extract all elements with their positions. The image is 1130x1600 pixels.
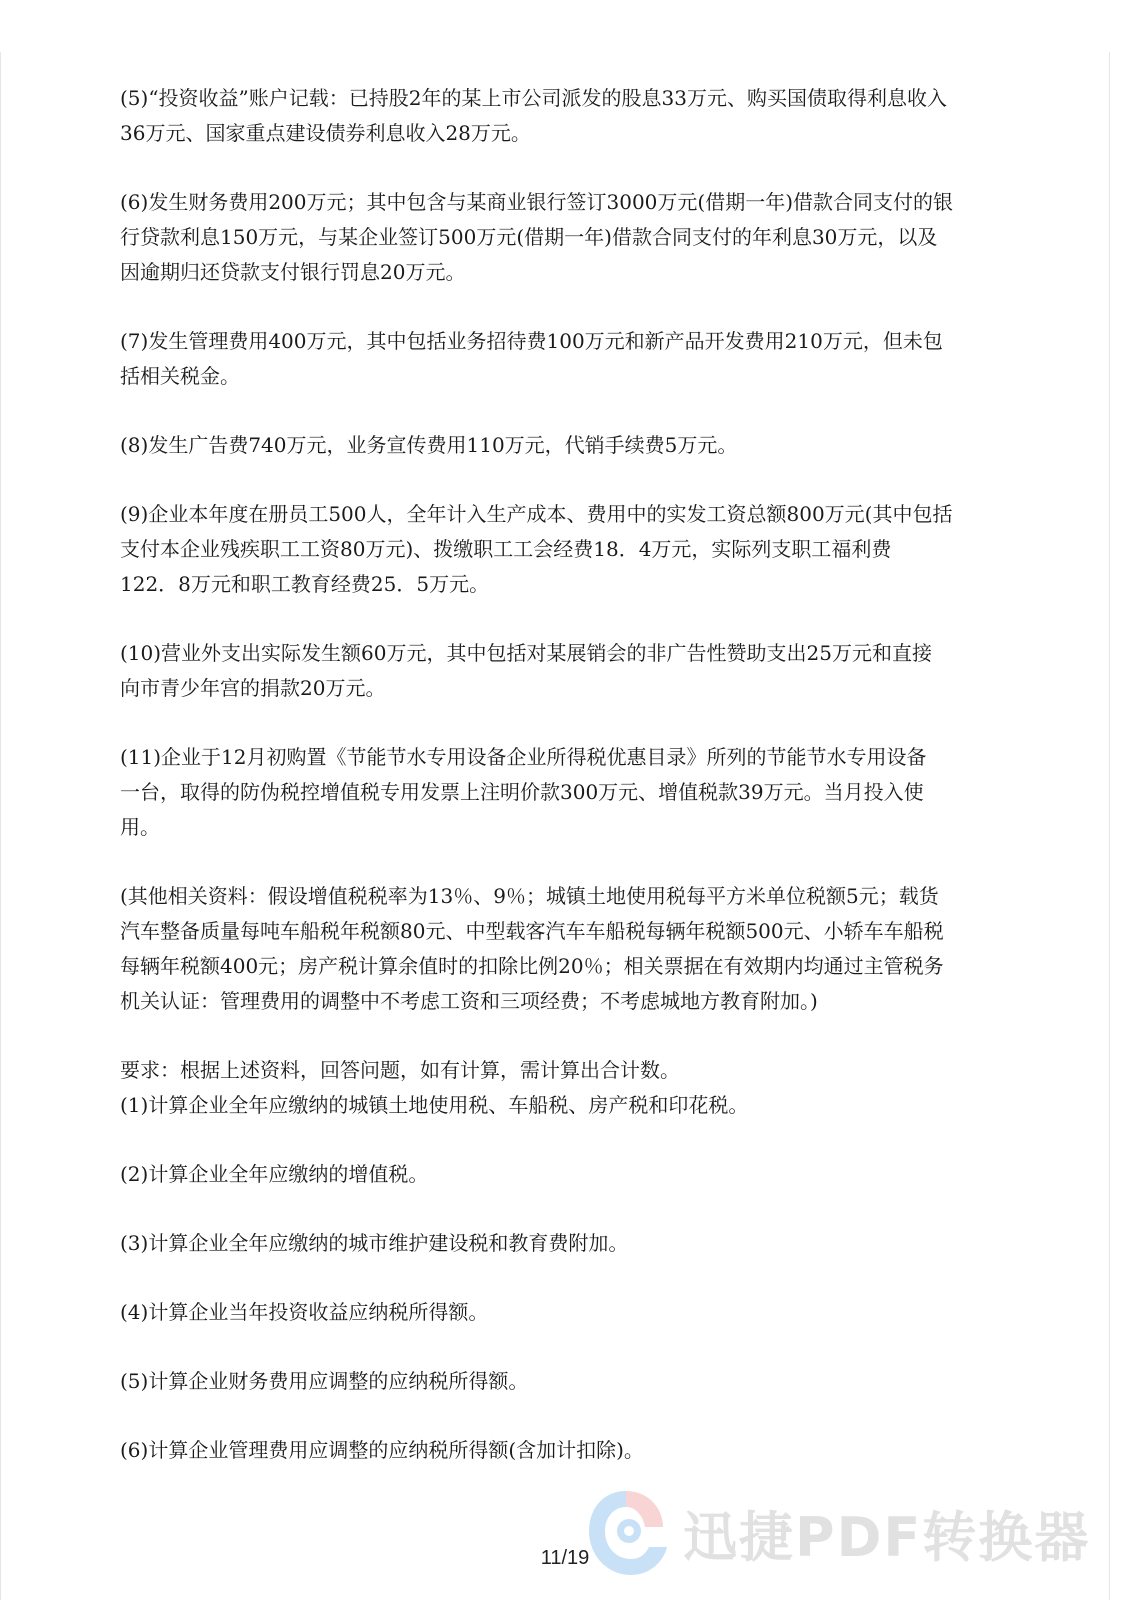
text-line: (11)企业于12月初购置《节能节水专用设备企业所得税优惠目录》所列的节能节水专用设备 (120, 745, 927, 769)
text-line: 一台，取得的防伪税控增值税专用发票上注明价款300万元、增值税款39万元。当月投入使 (120, 780, 924, 804)
text-line: (10)营业外支出实际发生额60万元，其中包括对某展销会的非广告性赞助支出25万元和直接 (120, 641, 932, 665)
text-line: 支付本企业残疾职工工资80万元)、拨缴职工工会经费18．4万元，实际列支职工福利费 (120, 537, 892, 561)
paragraph (120, 1157, 1000, 1192)
text-line: (5)计算企业财务费用应调整的应纳税所得额。 (120, 1369, 529, 1393)
watermark (583, 1485, 1103, 1585)
watermark-text: 迅捷PDF转换器 (683, 1506, 1091, 1569)
paragraph (120, 1226, 1000, 1261)
paragraph (120, 185, 1000, 290)
paragraph (120, 879, 1000, 1019)
page-number: 11/19 (540, 1547, 590, 1569)
pdf-converter-logo-icon (583, 1485, 669, 1585)
text-line: 因逾期归还贷款支付银行罚息20万元。 (120, 260, 466, 284)
text-line: 括相关税金。 (120, 364, 240, 388)
text-line: (3)计算企业全年应缴纳的城市维护建设税和教育费附加。 (120, 1231, 629, 1255)
paragraph (120, 497, 1000, 602)
text-line: (6)发生财务费用200万元；其中包含与某商业银行签订3000万元(借期一年)借款合同支付的银 (120, 190, 954, 214)
paragraph (120, 1364, 1000, 1399)
text-line: (2)计算企业全年应缴纳的增值税。 (120, 1162, 429, 1186)
page-right-edge (1109, 52, 1110, 1600)
text-line: (5)“投资收益”账户记载：已持股2年的某上市公司派发的股息33万元、购买国债取得利息收入 (120, 86, 947, 110)
paragraph (120, 1053, 1000, 1088)
text-line: 要求：根据上述资料，回答问题，如有计算，需计算出合计数。 (120, 1058, 680, 1082)
text-line: (6)计算企业管理费用应调整的应纳税所得额(含加计扣除)。 (120, 1438, 644, 1462)
paragraph (120, 324, 1000, 394)
text-line: 每辆年税额400元；房产税计算余值时的扣除比例20％；相关票据在有效期内均通过主管税务 (120, 954, 944, 978)
text-line: 汽车整备质量每吨车船税年税额80元、中型载客汽车车船税每辆年税额500元、小轿车车船税 (120, 919, 944, 943)
text-line: 行贷款利息150万元，与某企业签订500万元(借期一年)借款合同支付的年利息30万元，以及 (120, 225, 938, 249)
paragraph (120, 1295, 1000, 1330)
text-line: 36万元、国家重点建设债券利息收入28万元。 (120, 121, 531, 145)
text-line: (7)发生管理费用400万元，其中包括业务招待费100万元和新产品开发费用210万元，但未包 (120, 329, 943, 353)
text-line: 122．8万元和职工教育经费25．5万元。 (120, 572, 490, 596)
page-left-edge (0, 52, 1, 1600)
document-body (120, 81, 1000, 1502)
paragraph (120, 636, 1000, 706)
paragraph (120, 81, 1000, 151)
paragraph (120, 428, 1000, 463)
paragraph (120, 1088, 1000, 1123)
text-line: (8)发生广告费740万元，业务宣传费用110万元，代销手续费5万元。 (120, 433, 738, 457)
text-line: 用。 (120, 815, 160, 839)
text-line: (4)计算企业当年投资收益应纳税所得额。 (120, 1300, 489, 1324)
text-line: (其他相关资料：假设增值税税率为13％、9％；城镇土地使用税每平方米单位税额5元；载货 (120, 884, 939, 908)
text-line: (1)计算企业全年应缴纳的城镇土地使用税、车船税、房产税和印花税。 (120, 1093, 749, 1117)
text-line: (9)企业本年度在册员工500人，全年计入生产成本、费用中的实发工资总额800万元(其中包括 (120, 502, 953, 526)
text-line: 向市青少年宫的捐款20万元。 (120, 676, 386, 700)
paragraph (120, 1433, 1000, 1468)
paragraph (120, 740, 1000, 845)
text-line: 机关认证：管理费用的调整中不考虑工资和三项经费；不考虑城地方教育附加。) (120, 989, 818, 1013)
